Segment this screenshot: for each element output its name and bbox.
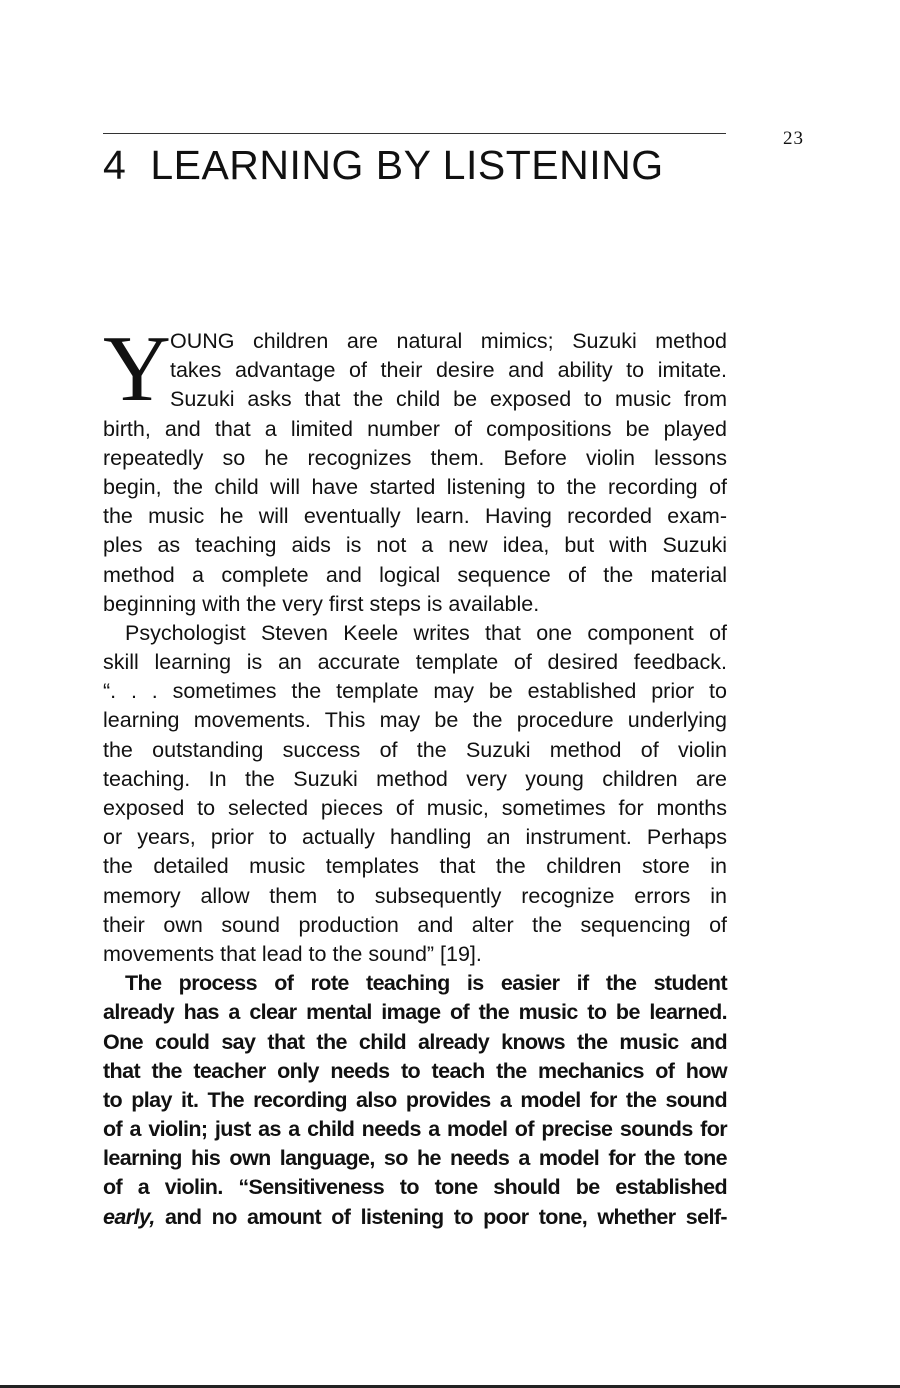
text-line: takes advantage of their desire and ability to imitate. [170, 358, 727, 383]
text-line: skill learning is an accurate template of desired feedback. [103, 650, 727, 675]
text-line-rest: and no amount of listening to poor tone, whether self- [154, 1204, 727, 1229]
text-line: repeatedly so he recognizes them. Before violin lessons [103, 445, 727, 470]
text-line: The process of rote teaching is easier if the student [125, 971, 727, 996]
page-number: 23 [783, 128, 804, 149]
chapter-title [103, 142, 664, 189]
text-line: method a complete and logical sequence of the material [103, 562, 727, 587]
text-line: teaching. In the Suzuki method very young children are [103, 766, 727, 791]
body-text [103, 327, 727, 1232]
text-line: Psychologist Steven Keele writes that one component of [125, 620, 727, 645]
text-line: One could say that the child already knows the music and [103, 1029, 727, 1054]
text-line: the detailed music templates that the children store in [103, 854, 727, 879]
header-rule [103, 133, 726, 134]
text-line: that the teacher only needs to teach the mechanics of how [103, 1058, 727, 1083]
text-line: beginning with the very first steps is available. [103, 591, 540, 616]
paragraph-1 [103, 327, 727, 619]
text-line: already has a clear mental image of the music to be learned. [103, 1000, 727, 1025]
chapter-title-text: LEARNING BY LISTENING [150, 142, 664, 188]
text-line: ples as teaching aids is not a new idea, but with Suzuki [103, 533, 727, 558]
italic-emphasis: early, [103, 1204, 155, 1229]
text-line: the music he will eventually learn. Having recorded exam- [103, 504, 727, 529]
text-line: exposed to selected pieces of music, sometimes for months [103, 796, 727, 820]
text-line [103, 1203, 727, 1232]
text-line: of a violin; just as a child needs a model of precise sounds for [103, 1117, 727, 1142]
text-line: OUNG children are natural mimics; Suzuki method [170, 329, 727, 353]
text-line: learning his own language, so he needs a model for the tone [103, 1146, 727, 1171]
text-line: or years, prior to actually handling an instrument. Perhaps [103, 825, 727, 850]
paragraph-2 [103, 619, 727, 969]
text-line: to play it. The recording also provides a model for the sound [103, 1087, 727, 1112]
text-line: “. . . sometimes the template may be established prior to [103, 679, 727, 704]
chapter-number: 4 [103, 142, 127, 188]
text-line: Suzuki asks that the child be exposed to music from [170, 387, 727, 412]
paragraph-3 [103, 969, 727, 1232]
text-line: birth, and that a limited number of compositions be played [103, 416, 727, 441]
drop-cap: Y [103, 317, 171, 421]
text-line: of a violin. “Sensitiveness to tone should be established [103, 1175, 727, 1200]
text-line: learning movements. This may be the procedure underlying [103, 708, 727, 733]
text-line: their own sound production and alter the sequencing of [103, 912, 727, 937]
text-line: memory allow them to subsequently recognize errors in [103, 883, 727, 908]
text-line: the outstanding success of the Suzuki method of violin [103, 737, 727, 762]
text-line: movements that lead to the sound” [19]. [103, 941, 482, 966]
text-line: begin, the child will have started listening to the recording of [103, 474, 727, 499]
